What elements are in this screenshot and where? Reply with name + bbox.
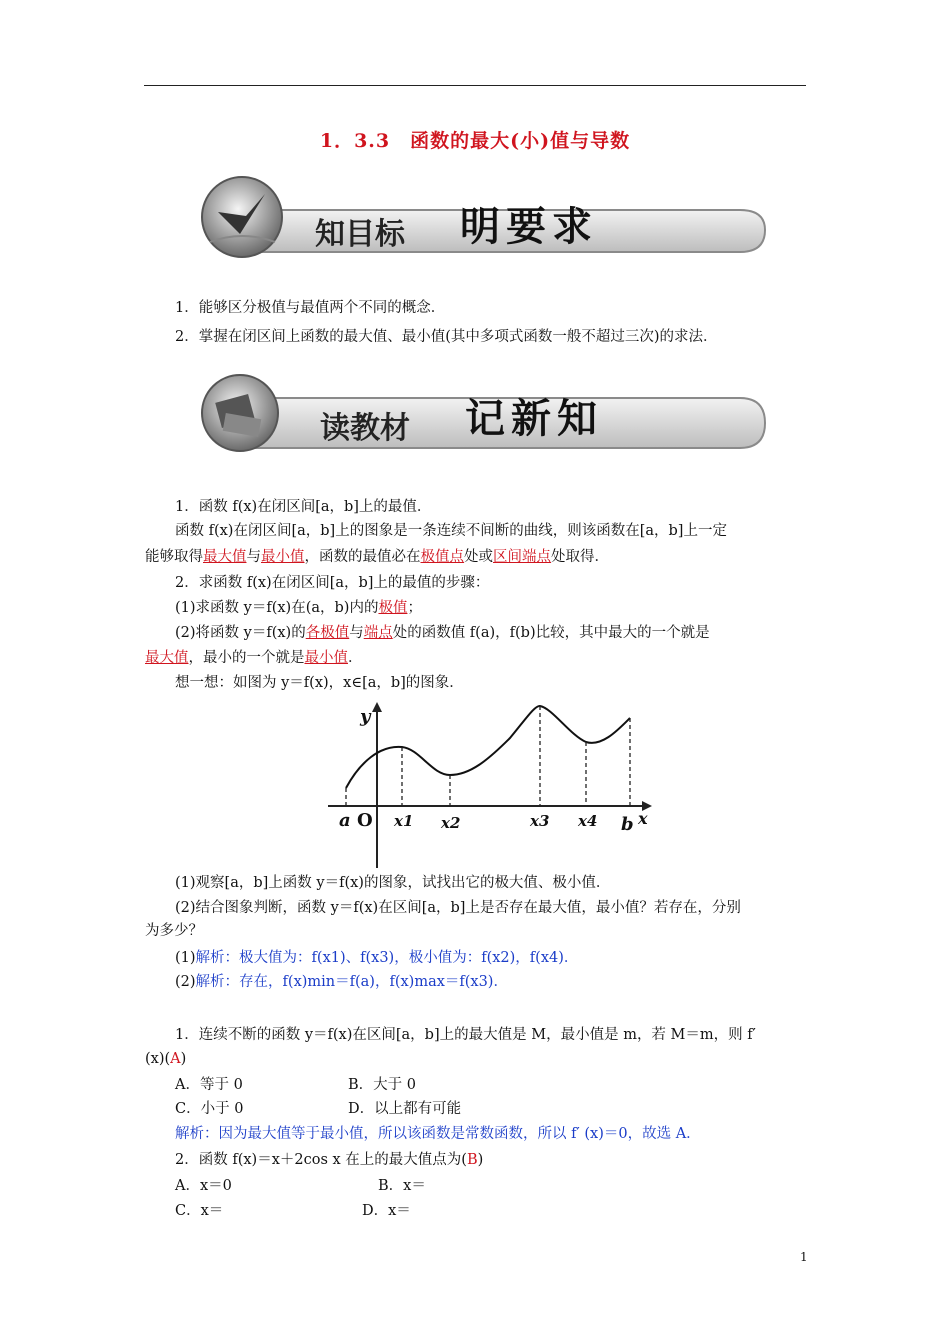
answer-max-2: 最大值	[145, 650, 189, 666]
knowledge-heading-2: 2．求函数 f(x)在闭区间[a，b]上的最值的步骤：	[175, 575, 490, 591]
option-1a: A．等于 0	[175, 1077, 243, 1093]
answer-each-extreme: 各极值	[305, 625, 350, 641]
banner-du-jiao-cai	[180, 368, 770, 458]
label-y: y	[360, 706, 371, 727]
label-x3: x3	[530, 812, 550, 830]
goal-1: 1．能够区分极值与最值两个不同的概念．	[175, 300, 446, 316]
label-x2: x2	[441, 814, 461, 832]
section-title: 1．3.3 函数的最大(小)值与导数	[319, 130, 631, 152]
practice-1-answer: A	[170, 1051, 181, 1067]
answer-extreme-point: 极值点	[420, 549, 464, 565]
label-x1: x1	[394, 812, 414, 830]
label-b: b	[621, 814, 634, 835]
banner1-left-text: 知目标	[315, 217, 405, 252]
answer-max: 最大值	[203, 549, 247, 565]
knowledge-para-1a: 函数 f(x)在闭区间[a，b]上的图象是一条连续不间断的曲线，则该函数在[a，b]上一定	[175, 523, 727, 539]
knowledge-heading-1: 1．函数 f(x)在闭区间[a，b]上的最值．	[175, 499, 432, 515]
page-number: 1	[800, 1250, 808, 1264]
practice-2: 2．函数 f(x)＝x＋2cos x 在上的最大值点为(B)	[175, 1152, 484, 1168]
step-1: (1)求函数 y＝f(x)在(a，b)内的极值；	[175, 600, 422, 616]
think-prompt: 想一想：如图为 y＝f(x)，x∈[a，b]的图象．	[175, 675, 464, 691]
question-2b: 为多少？	[145, 923, 203, 939]
header-rule	[144, 85, 806, 86]
explanation-1: 解析：因为最大值等于最小值，所以该函数是常数函数，所以 f′ (x)＝0，故选 A．	[175, 1126, 701, 1142]
option-2a: A．x＝0	[175, 1178, 232, 1194]
function-graph	[320, 700, 660, 870]
option-1b: B．大于 0	[348, 1077, 416, 1093]
banner2-left-text: 读教材	[320, 411, 410, 446]
option-1c: C．小于 0	[175, 1101, 244, 1117]
step-2: (2)将函数 y＝f(x)的各极值与端点处的函数值 f(a)，f(b)比较，其中最大的一个就是	[175, 625, 710, 641]
answer-extreme: 极值	[378, 600, 408, 616]
answer-1: (1)解析：极大值为：f(x1)、f(x3)，极小值为：f(x2)，f(x4)．	[175, 950, 579, 966]
label-o: O	[357, 810, 373, 831]
knowledge-para-1b: 能够取得最大值与最小值，函数的最值必在极值点处或区间端点处取得．	[145, 549, 609, 565]
banner2-right-text: 记新知	[465, 395, 603, 442]
option-2b: B．x＝	[378, 1178, 426, 1194]
option-2d: D．x＝	[362, 1203, 411, 1219]
answer-min: 最小值	[261, 549, 305, 565]
step-2-cont: 最大值，最小的一个就是最小值．	[145, 650, 363, 666]
answer-min-2: 最小值	[304, 650, 348, 666]
answer-endpoints: 端点	[363, 625, 393, 641]
y-axis-arrow	[372, 702, 382, 712]
answer-2: (2)解析：存在，f(x)min＝f(a)，f(x)max＝f(x3)．	[175, 974, 508, 990]
practice-1a: 1．连续不断的函数 y＝f(x)在区间[a，b]上的最大值是 M，最小值是 m，若 M＝m，则 f′	[175, 1027, 756, 1043]
label-a: a	[339, 810, 351, 831]
answer-endpoint: 区间端点	[493, 549, 551, 565]
goal-2: 2．掌握在闭区间上函数的最大值、最小值(其中多项式函数一般不超过三次)的求法．	[175, 329, 718, 345]
practice-1b: (x)(A)	[145, 1051, 187, 1067]
label-x: x	[638, 809, 648, 828]
label-x4: x4	[578, 812, 598, 830]
curve	[346, 706, 630, 788]
practice-2-answer: B	[466, 1152, 478, 1168]
question-1: (1)观察[a，b]上函数 y＝f(x)的图象，试找出它的极大值、极小值．	[175, 875, 611, 891]
option-2c: C．x＝	[175, 1203, 224, 1219]
option-1d: D．以上都有可能	[348, 1101, 462, 1117]
question-2a: (2)结合图象判断，函数 y＝f(x)在区间[a，b]上是否存在最大值，最小值？若存在，分别	[175, 900, 741, 916]
banner-zhi-mu-biao	[180, 172, 770, 262]
banner1-right-text: 明要求	[460, 203, 598, 250]
